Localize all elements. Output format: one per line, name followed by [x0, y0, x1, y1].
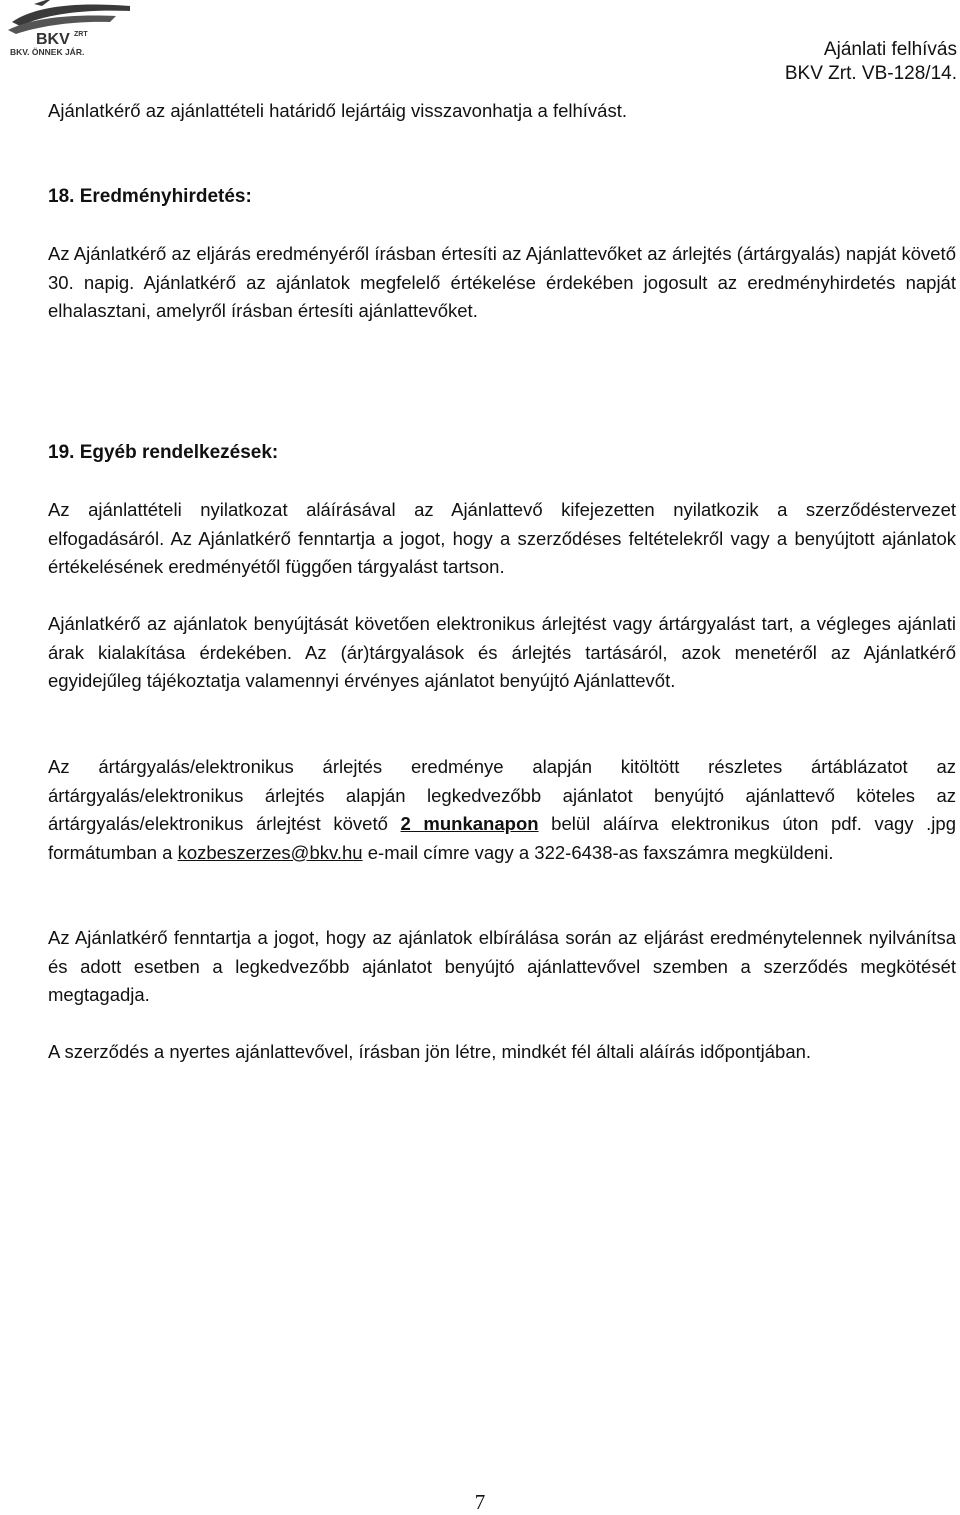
section-19-paragraph-1: Az ajánlattételi nyilatkozat aláírásával az Ajánlattevő kifejezetten nyilatkozik a szerződéstervezet elfogadásáról. Az Ajánlatkérő fenntartja a jogot, hogy a szerződéses feltételekről vagy a benyújtott ajánlatok értékelésének eredményétől függően tárgyalást tartson.: [48, 499, 956, 578]
p3-text-a: Az ártárgyalás/elektronikus árlejtés eredménye alapján kitöltött részletes ártáblázatot az ártárgyalás/elektronikus árlejtés alapján legkedvezőbb ajánlatot benyújtó ajánlattevő köteles az ártárgyalás/elektronikus árlejtést követő: [48, 756, 956, 835]
logo-suffix: ZRT: [74, 31, 88, 38]
section-18-text: Az Ajánlatkérő az eljárás eredményéről írásban értesíti az Ajánlattevőket az árlejtés (ártárgyalás) napját követő 30. napig. Ajánlatkérő az ajánlatok megfelelő értékelése érdekében jogosult az eredményhirdetés napját elhalasztani, amelyről írásban értesíti ajánlattevőket.: [48, 243, 956, 322]
logo-slogan: BKV. ÖNNEK JÁR.: [10, 47, 85, 57]
document-header: [785, 38, 957, 86]
section-19-heading: 19. Egyéb rendelkezések:: [48, 442, 279, 463]
p3-text-c: e-mail címre vagy a 322-6438-as faxszámra megküldeni.: [362, 841, 834, 863]
deadline-text: 2 munkanapon: [400, 813, 539, 835]
page-number: 7: [474, 1490, 486, 1514]
section-19-paragraph-2: Ajánlatkérő az ajánlatok benyújtását követően elektronikus árlejtést vagy ártárgyalást tart, a végleges ajánlati árak kialakítása érdekében. Az (ár)tárgyalások és árlejtés tartásáról, azok menetéről az Ajánlatkérő egyidejűleg tájékoztatja valamennyi érvényes ajánlatot benyújtó Ajánlattevőt.: [48, 613, 956, 692]
section-19-paragraph-4: Az Ajánlatkérő fenntartja a jogot, hogy az ajánlatok elbírálása során az eljárást eredménytelennek nyilvánítsa és adott esetben a legkedvezőbb ajánlatot benyújtó ajánlattevővel szemben a szerződés megkötését megtagadja.: [48, 927, 956, 1006]
document-reference: BKV Zrt. VB-128/14.: [784, 63, 957, 84]
section-18-heading: 18. Eredményhirdetés:: [48, 186, 252, 207]
section-19-paragraph-3: [48, 753, 956, 867]
intro-line: Ajánlatkérő az ajánlattételi határidő lejártáig visszavonhatja a felhívást.: [48, 100, 627, 121]
document-title: Ajánlati felhívás: [823, 39, 957, 60]
logo-brand: BKV: [36, 31, 70, 48]
email-link[interactable]: kozbeszerzes@bkv.hu: [177, 841, 363, 863]
bkv-logo-icon: [6, 0, 132, 58]
section-19-paragraph-5: A szerződés a nyertes ajánlattevővel, írásban jön létre, mindkét fél általi aláírás időpontjában.: [48, 1041, 812, 1062]
p3-text-b: belül aláírva elektronikus úton pdf. vagy .jpg formátumban a: [48, 813, 956, 863]
